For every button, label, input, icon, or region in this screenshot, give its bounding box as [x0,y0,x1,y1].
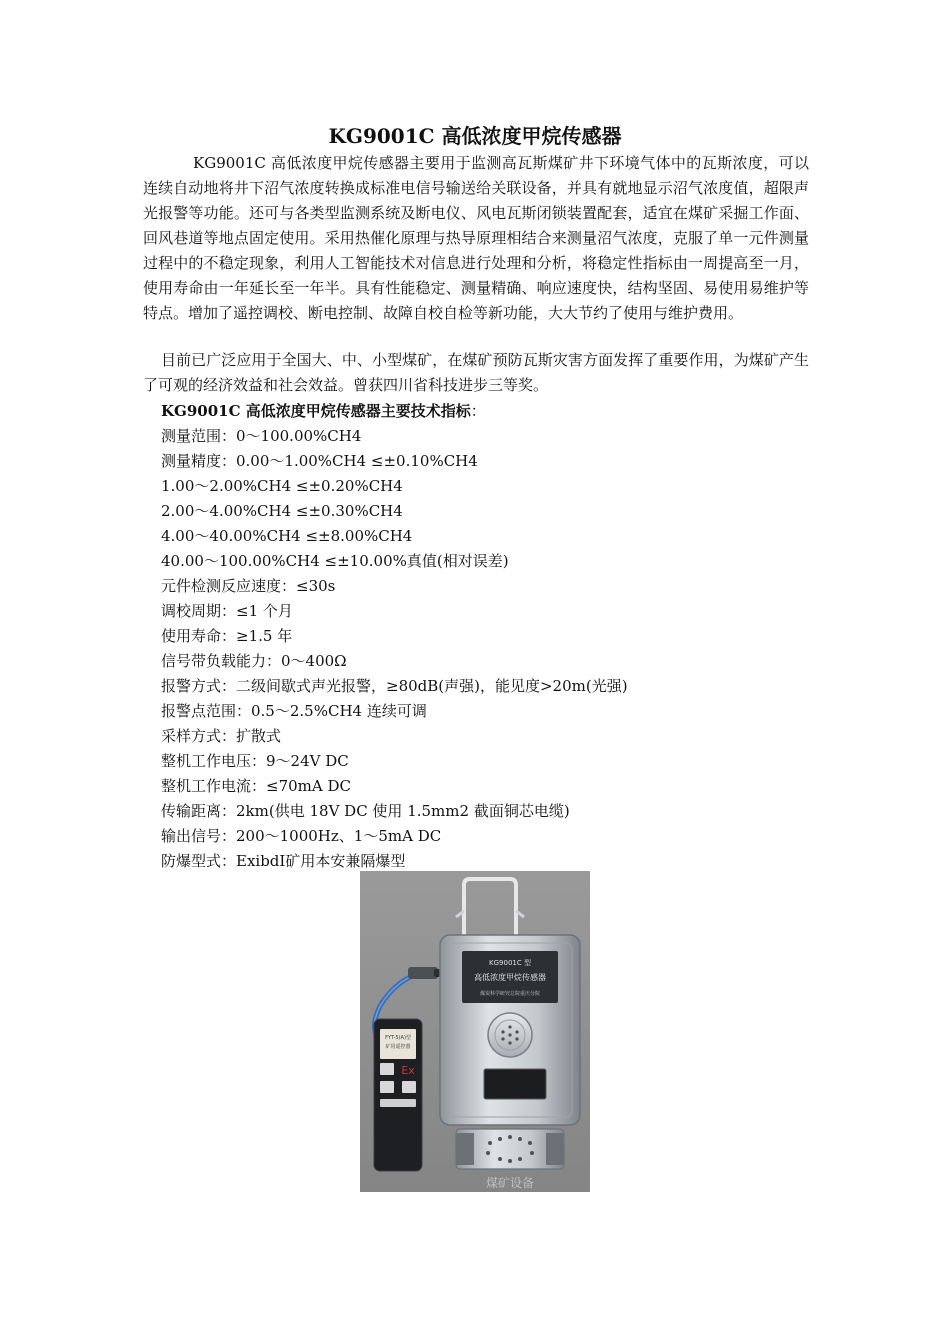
spec-item: 整机工作电压：9～24V DC [161,752,349,770]
spec-item: 采样方式：扩散式 [161,727,282,745]
remote-button [402,1081,416,1093]
document-title: KG9001C 高低浓度甲烷传感器 [328,124,622,148]
handle-icon [464,879,516,939]
spec-item: 4.00～40.00%CH4 ≤±8.00%CH4 [161,527,413,545]
spec-item: 报警点范围：0.5～2.5%CH4 连续可调 [161,702,427,720]
application-paragraph: 目前已广泛应用于全国大、中、小型煤矿，在煤矿预防瓦斯灾害方面发挥了重要作用，为煤矿产生了可观的经济效益和社会效益。曾获四川省科技进步三等奖。 [143,351,809,394]
spec-item: 测量范围：0～100.00%CH4 [161,427,362,445]
display-window [484,1069,546,1099]
label-maker: 煤炭科学研究总院重庆分院 [479,991,541,997]
spec-item: 防爆型式：ExibdⅠ矿用本安兼隔爆型 [161,852,406,870]
spec-item: 输出信号：200～1000Hz、1～5mA DC [161,827,442,845]
product-photo-illustration [360,871,590,1192]
spec-item: 调校周期：≤1 个月 [161,602,293,620]
spec-item: 传输距离：2km(供电 18V DC 使用 1.5mm2 截面铜芯电缆) [161,802,570,820]
spec-item: 2.00～4.00%CH4 ≤±0.30%CH4 [161,502,403,520]
connector-icon [408,967,438,979]
spec-item: 1.00～2.00%CH4 ≤±0.20%CH4 [161,477,403,495]
spec-list [161,424,628,874]
spec-heading-text: KG9001C 高低浓度甲烷传感器主要技术指标 [161,402,471,420]
spec-item: 整机工作电流：≤70mA DC [161,777,351,795]
intro-paragraph: KG9001C 高低浓度甲烷传感器主要用于监测高瓦斯煤矿井下环境气体中的瓦斯浓度，可以连续自动地将井下沼气浓度转换成标准电信号输送给关联设备，并具有就地显示沼气浓度值，超限声光报警等功能。还可与各类型监测系统及断电仪、风电瓦斯闭锁装置配套，适宜在煤矿采掘工作面、回风巷道等地点固定使用。采用热催化原理与热导原理相结合来测量沼气浓度，克服了单一元件测量过程中的不稳定现象，利用人工智能技术对信息进行处理和分析，将稳定性指标由一周提高至一月，使用寿命由一年延长至一年半。具有性能稳定、测量精确、响应速度快，结构坚固、易使用易维护等特点。增加了遥控调校、断电控制、故障自校自检等新功能，大大节约了使用与维护费用。 [143,154,809,322]
spec-heading-colon: ： [470,402,486,420]
remote-label-line1: FYT-5(A)型 [385,1035,411,1041]
spec-item: 报警方式：二级间歇式声光报警，≥80dB(声强)，能见度>20m(光强) [161,677,628,695]
spec-item: 40.00～100.00%CH4 ≤±10.00%真值(相对误差) [161,552,509,570]
remote-button [380,1063,394,1075]
spec-item: 信号带负载能力：0～400Ω [161,652,347,670]
spec-heading [161,399,486,424]
watermark: 煤矿设备 [485,1176,535,1190]
ex-mark: Ex [401,1064,415,1077]
remote-button [380,1081,394,1093]
spec-item: 测量精度：0.00～1.00%CH4 ≤±0.10%CH4 [161,452,478,470]
label-name: 高低浓度甲烷传感器 [474,973,546,982]
product-photo [360,871,590,1192]
remote-label-line2: 矿用遥控器 [385,1044,411,1050]
spec-item: 使用寿命：≥1.5 年 [161,627,293,645]
label-model: KG9001C 型 [489,959,531,967]
spec-item: 元件检测反应速度：≤30s [161,577,336,595]
